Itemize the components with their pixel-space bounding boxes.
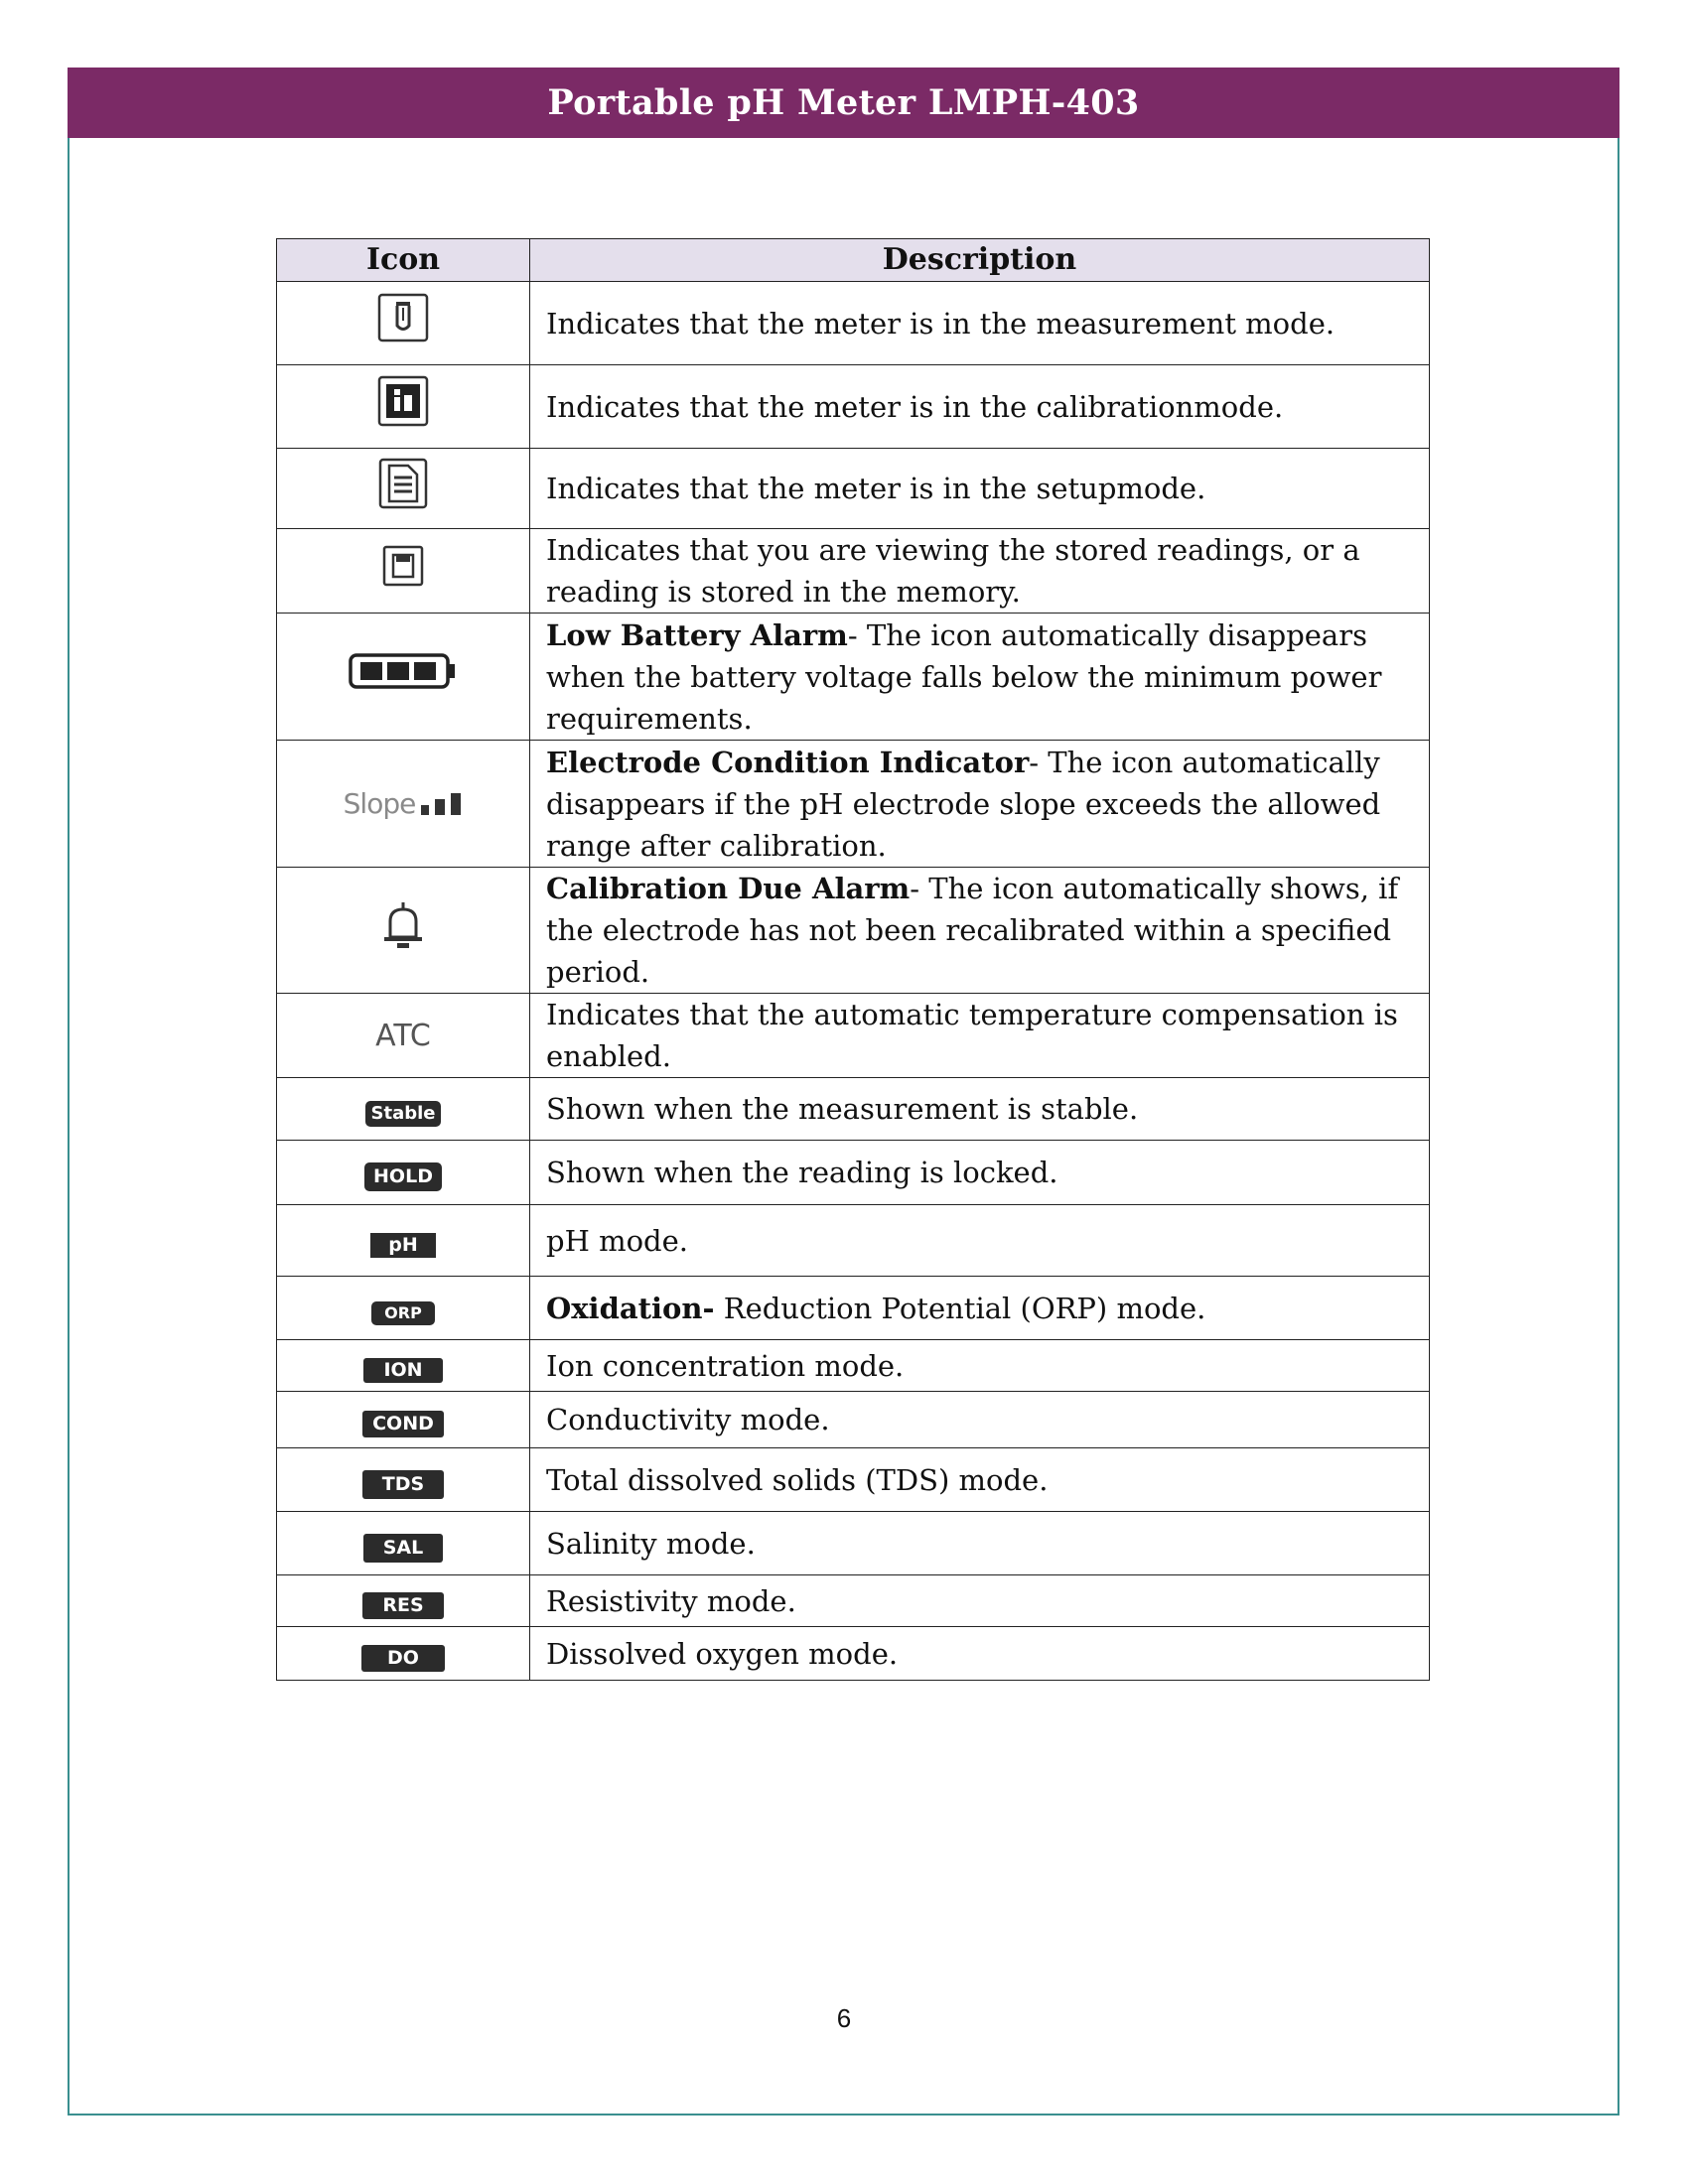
tds-icon: TDS bbox=[362, 1470, 444, 1499]
row-description: Dissolved oxygen mode. bbox=[546, 1636, 899, 1671]
icon-table bbox=[276, 238, 1430, 1681]
row-description: Indicates that the automatic temperature compensation is enabled. bbox=[546, 998, 1398, 1073]
icon-column-header: Icon bbox=[277, 239, 530, 282]
memory-icon bbox=[382, 545, 424, 587]
row-lead: Low Battery Alarm bbox=[546, 617, 848, 652]
table-row bbox=[277, 1627, 1430, 1681]
atc-icon: ATC bbox=[375, 1018, 431, 1053]
table-row bbox=[277, 1277, 1430, 1340]
slope-icon bbox=[344, 783, 464, 825]
row-lead: Electrode Condition Indicator bbox=[546, 745, 1030, 779]
page-header bbox=[68, 68, 1619, 138]
table-row bbox=[277, 1078, 1430, 1141]
row-description: Reduction Potential (ORP) mode. bbox=[714, 1291, 1206, 1325]
table-header-row bbox=[277, 239, 1430, 282]
row-description: Salinity mode. bbox=[546, 1526, 756, 1561]
sal-icon: SAL bbox=[363, 1534, 444, 1563]
row-description: Ion concentration mode. bbox=[546, 1348, 905, 1383]
description-column-header: Description bbox=[530, 239, 1430, 282]
table-row bbox=[277, 1575, 1430, 1627]
page-number: 6 bbox=[836, 2003, 852, 2033]
hold-icon: HOLD bbox=[364, 1162, 442, 1191]
table-row bbox=[277, 1205, 1430, 1277]
table-row bbox=[277, 1512, 1430, 1575]
table-row bbox=[277, 868, 1430, 994]
row-description: pH mode. bbox=[546, 1223, 688, 1258]
table-row bbox=[277, 282, 1430, 365]
slope-icon-label: Slope bbox=[343, 787, 416, 820]
setup-mode-icon bbox=[378, 458, 428, 509]
do-icon: DO bbox=[361, 1645, 445, 1672]
row-description: Indicates that the meter is in the calibrationmode. bbox=[546, 389, 1284, 424]
table-row bbox=[277, 614, 1430, 741]
orp-icon: ORP bbox=[371, 1301, 435, 1325]
table-row bbox=[277, 529, 1430, 614]
measurement-mode-icon bbox=[377, 293, 429, 342]
row-description: Shown when the measurement is stable. bbox=[546, 1092, 1139, 1126]
table-row bbox=[277, 1340, 1430, 1392]
table-row bbox=[277, 1392, 1430, 1448]
row-lead: Oxidation- bbox=[546, 1291, 715, 1325]
row-description: - The icon automatically shows, if the electrode has not been recalibrated within a specified period. bbox=[546, 872, 1399, 989]
row-description: Indicates that you are viewing the stored readings, or a reading is stored in the memory. bbox=[546, 533, 1360, 609]
table-row bbox=[277, 1141, 1430, 1205]
table-row bbox=[277, 449, 1430, 529]
res-icon: RES bbox=[362, 1592, 443, 1619]
calibration-mode-icon bbox=[377, 375, 429, 427]
battery-icon bbox=[348, 652, 459, 690]
stable-icon: Stable bbox=[365, 1101, 442, 1127]
row-description: Indicates that the meter is in the setupmode. bbox=[546, 472, 1206, 505]
row-description: Shown when the reading is locked. bbox=[546, 1156, 1058, 1189]
table-row bbox=[277, 365, 1430, 449]
ph-icon: pH bbox=[370, 1233, 436, 1258]
table-row bbox=[277, 1448, 1430, 1512]
row-lead: Calibration Due Alarm bbox=[546, 872, 911, 905]
row-description: Resistivity mode. bbox=[546, 1583, 796, 1618]
page-title: Portable pH Meter LMPH-403 bbox=[547, 82, 1140, 123]
table-row bbox=[277, 741, 1430, 868]
row-description: Indicates that the meter is in the measurement mode. bbox=[546, 306, 1336, 341]
ion-icon: ION bbox=[363, 1358, 442, 1383]
row-description: Conductivity mode. bbox=[546, 1403, 830, 1436]
row-description: - The icon automatically disappears if the pH electrode slope exceeds the allowed range after calibration. bbox=[546, 745, 1381, 863]
bell-icon bbox=[380, 899, 426, 951]
cond-icon: COND bbox=[362, 1411, 444, 1437]
row-description: - The icon automatically disappears when the battery voltage falls below the minimum power requirements. bbox=[546, 617, 1382, 736]
row-description: Total dissolved solids (TDS) mode. bbox=[546, 1462, 1049, 1497]
table-row bbox=[277, 994, 1430, 1078]
